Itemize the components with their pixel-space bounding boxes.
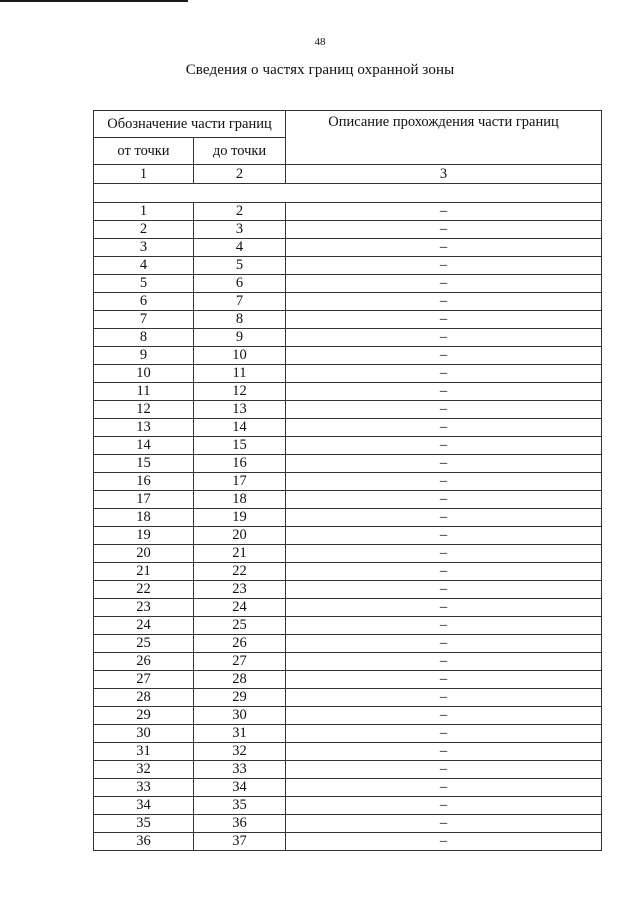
row-description: – (286, 599, 602, 617)
header-description: Описание прохождения части границ (286, 111, 602, 165)
row-description: – (286, 779, 602, 797)
row-to-point: 33 (194, 761, 286, 779)
table-row (94, 221, 602, 239)
row-description: – (286, 401, 602, 419)
table-row (94, 635, 602, 653)
row-from-point: 22 (94, 581, 194, 599)
row-from-point: 30 (94, 725, 194, 743)
row-description: – (286, 275, 602, 293)
row-from-point: 18 (94, 509, 194, 527)
row-to-point: 9 (194, 329, 286, 347)
row-description: – (286, 257, 602, 275)
row-description: – (286, 347, 602, 365)
table-row (94, 437, 602, 455)
row-to-point: 16 (194, 455, 286, 473)
row-to-point: 22 (194, 563, 286, 581)
row-description: – (286, 725, 602, 743)
row-from-point: 20 (94, 545, 194, 563)
table-row (94, 239, 602, 257)
row-to-point: 25 (194, 617, 286, 635)
table-row (94, 419, 602, 437)
table-row (94, 473, 602, 491)
table-row (94, 797, 602, 815)
spacer-row (94, 184, 602, 203)
row-to-point: 37 (194, 833, 286, 851)
row-from-point: 13 (94, 419, 194, 437)
table-row (94, 671, 602, 689)
row-to-point: 27 (194, 653, 286, 671)
row-to-point: 15 (194, 437, 286, 455)
row-from-point: 26 (94, 653, 194, 671)
row-to-point: 6 (194, 275, 286, 293)
header-designation: Обозначение части границ (94, 111, 286, 138)
row-from-point: 19 (94, 527, 194, 545)
row-description: – (286, 563, 602, 581)
row-description: – (286, 707, 602, 725)
header-to-point: до точки (194, 138, 286, 165)
row-to-point: 36 (194, 815, 286, 833)
row-description: – (286, 311, 602, 329)
row-from-point: 35 (94, 815, 194, 833)
table-row (94, 743, 602, 761)
row-from-point: 32 (94, 761, 194, 779)
row-from-point: 16 (94, 473, 194, 491)
table-row (94, 311, 602, 329)
row-to-point: 7 (194, 293, 286, 311)
table-row (94, 275, 602, 293)
row-description: – (286, 365, 602, 383)
table-row (94, 653, 602, 671)
row-to-point: 11 (194, 365, 286, 383)
row-from-point: 24 (94, 617, 194, 635)
row-description: – (286, 203, 602, 221)
table-row (94, 383, 602, 401)
row-description: – (286, 743, 602, 761)
row-from-point: 31 (94, 743, 194, 761)
table-row (94, 293, 602, 311)
table-row (94, 761, 602, 779)
table-row (94, 599, 602, 617)
column-number-2: 2 (194, 165, 286, 184)
row-to-point: 30 (194, 707, 286, 725)
header-from-point: от точки (94, 138, 194, 165)
row-from-point: 4 (94, 257, 194, 275)
row-description: – (286, 689, 602, 707)
row-to-point: 34 (194, 779, 286, 797)
table-row (94, 203, 602, 221)
table-row (94, 455, 602, 473)
row-description: – (286, 419, 602, 437)
row-to-point: 10 (194, 347, 286, 365)
row-to-point: 26 (194, 635, 286, 653)
row-from-point: 17 (94, 491, 194, 509)
row-description: – (286, 815, 602, 833)
row-from-point: 27 (94, 671, 194, 689)
row-to-point: 13 (194, 401, 286, 419)
row-from-point: 36 (94, 833, 194, 851)
row-description: – (286, 383, 602, 401)
row-description: – (286, 527, 602, 545)
table-row (94, 581, 602, 599)
row-from-point: 2 (94, 221, 194, 239)
table-row (94, 491, 602, 509)
row-from-point: 9 (94, 347, 194, 365)
row-description: – (286, 437, 602, 455)
table-row (94, 401, 602, 419)
table-row (94, 365, 602, 383)
row-from-point: 7 (94, 311, 194, 329)
row-from-point: 21 (94, 563, 194, 581)
row-description: – (286, 761, 602, 779)
row-description: – (286, 491, 602, 509)
table-row (94, 707, 602, 725)
column-number-3: 3 (286, 165, 602, 184)
row-to-point: 4 (194, 239, 286, 257)
row-from-point: 29 (94, 707, 194, 725)
table-row (94, 563, 602, 581)
row-to-point: 18 (194, 491, 286, 509)
table-row (94, 527, 602, 545)
row-from-point: 8 (94, 329, 194, 347)
row-from-point: 34 (94, 797, 194, 815)
table-row (94, 257, 602, 275)
row-description: – (286, 545, 602, 563)
row-from-point: 11 (94, 383, 194, 401)
row-to-point: 17 (194, 473, 286, 491)
row-to-point: 23 (194, 581, 286, 599)
row-to-point: 24 (194, 599, 286, 617)
row-description: – (286, 221, 602, 239)
row-description: – (286, 581, 602, 599)
row-to-point: 19 (194, 509, 286, 527)
row-description: – (286, 671, 602, 689)
page-number: 48 (314, 36, 326, 48)
row-from-point: 23 (94, 599, 194, 617)
row-to-point: 14 (194, 419, 286, 437)
row-from-point: 28 (94, 689, 194, 707)
row-from-point: 10 (94, 365, 194, 383)
row-description: – (286, 239, 602, 257)
row-description: – (286, 455, 602, 473)
table-row (94, 617, 602, 635)
row-to-point: 31 (194, 725, 286, 743)
spacer-cell (94, 184, 602, 203)
row-to-point: 2 (194, 203, 286, 221)
table-row (94, 689, 602, 707)
row-to-point: 21 (194, 545, 286, 563)
row-from-point: 5 (94, 275, 194, 293)
column-number-row (94, 165, 602, 184)
row-description: – (286, 473, 602, 491)
table-row (94, 329, 602, 347)
row-from-point: 12 (94, 401, 194, 419)
table-row (94, 815, 602, 833)
boundary-parts-table (93, 110, 602, 851)
document-title: Сведения о частях границ охранной зоны (185, 62, 455, 78)
row-to-point: 8 (194, 311, 286, 329)
scan-edge-line (0, 0, 188, 2)
row-from-point: 6 (94, 293, 194, 311)
row-to-point: 20 (194, 527, 286, 545)
table-header-row (94, 111, 602, 138)
table-row (94, 509, 602, 527)
row-description: – (286, 635, 602, 653)
row-description: – (286, 833, 602, 851)
row-to-point: 12 (194, 383, 286, 401)
row-to-point: 32 (194, 743, 286, 761)
row-description: – (286, 653, 602, 671)
row-to-point: 5 (194, 257, 286, 275)
column-number-1: 1 (94, 165, 194, 184)
table-row (94, 779, 602, 797)
row-description: – (286, 797, 602, 815)
row-to-point: 3 (194, 221, 286, 239)
row-from-point: 25 (94, 635, 194, 653)
row-from-point: 3 (94, 239, 194, 257)
row-from-point: 33 (94, 779, 194, 797)
table-row (94, 347, 602, 365)
row-from-point: 15 (94, 455, 194, 473)
row-to-point: 35 (194, 797, 286, 815)
row-from-point: 14 (94, 437, 194, 455)
row-from-point: 1 (94, 203, 194, 221)
table-row (94, 833, 602, 851)
row-description: – (286, 509, 602, 527)
table-row (94, 545, 602, 563)
row-description: – (286, 617, 602, 635)
table-row (94, 725, 602, 743)
row-to-point: 28 (194, 671, 286, 689)
row-description: – (286, 329, 602, 347)
row-description: – (286, 293, 602, 311)
row-to-point: 29 (194, 689, 286, 707)
